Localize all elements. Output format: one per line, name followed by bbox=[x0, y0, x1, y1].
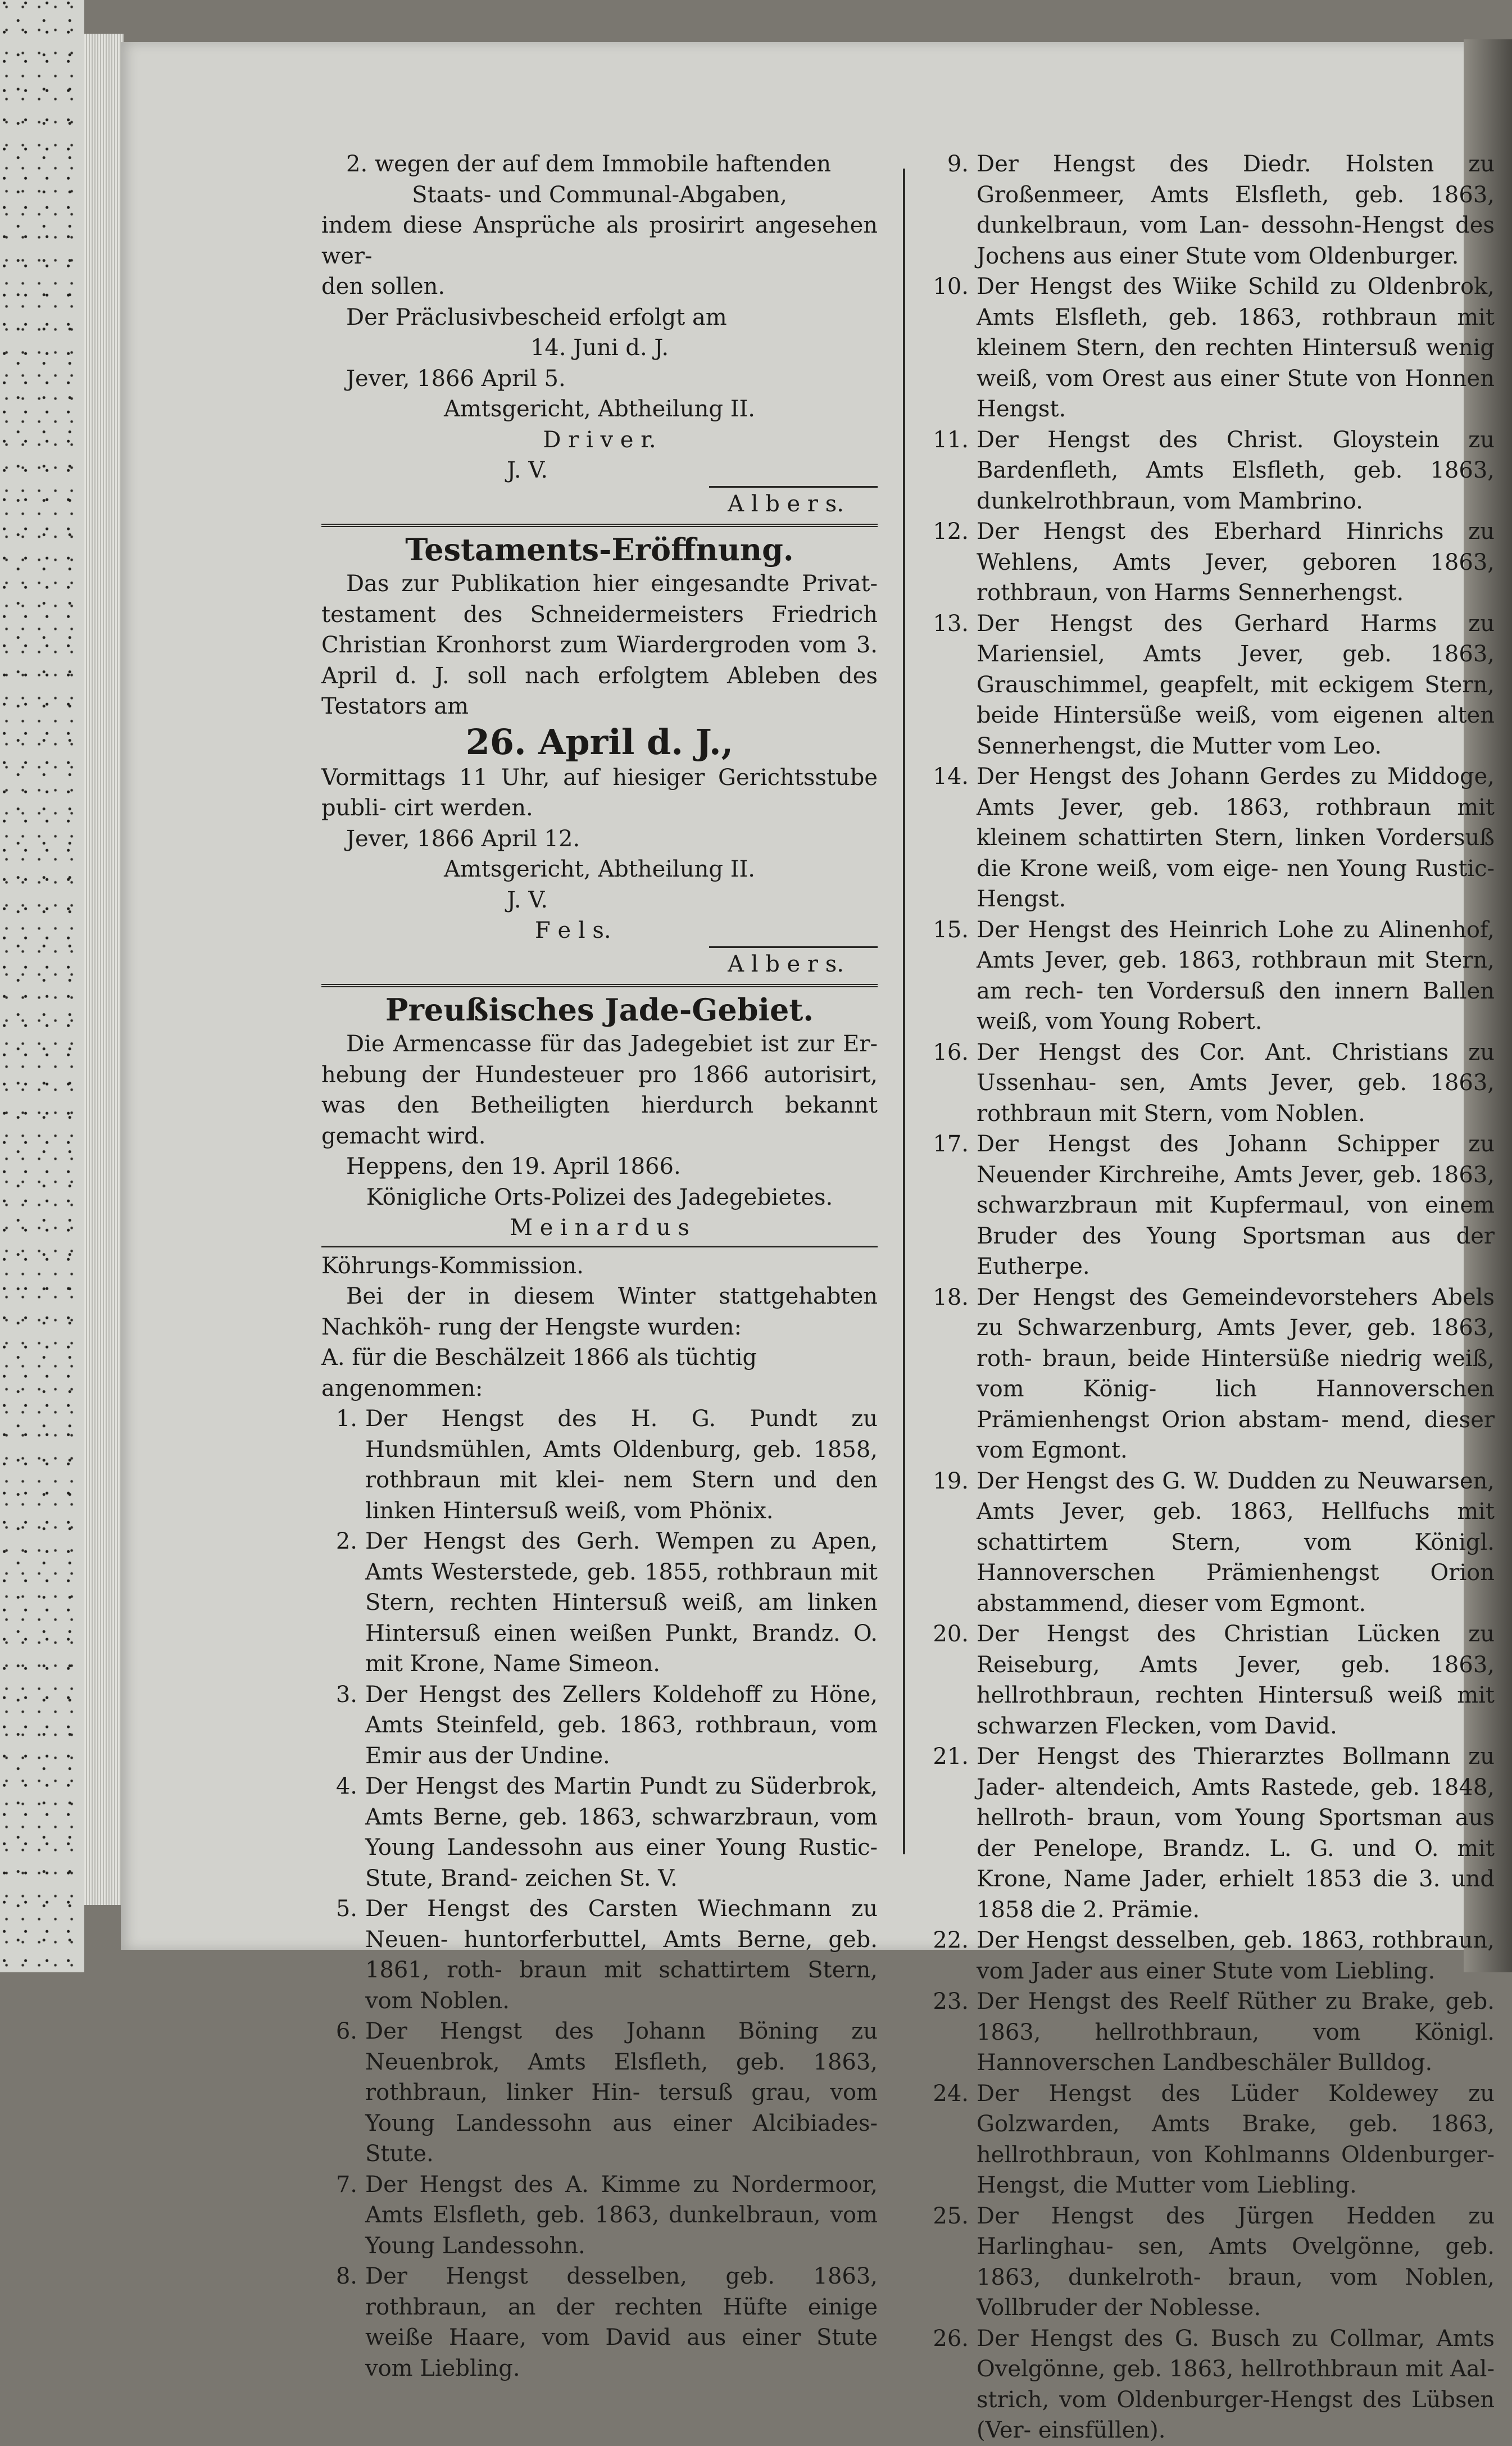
jv-mark: J. V. bbox=[507, 457, 548, 483]
signature-rule: A l b e r s. bbox=[709, 486, 878, 520]
list-item bbox=[933, 516, 1495, 609]
intro-line: Staats- und Communal-Abgaben, bbox=[412, 181, 787, 208]
place-date: Jever, 1866 April 5. bbox=[346, 365, 566, 392]
testament-after: Vormittags 11 Uhr, auf hiesiger Gerichtsstube publi- cirt werden. bbox=[321, 764, 878, 821]
item-number: 16. bbox=[933, 1039, 969, 1065]
preclusion-intro bbox=[321, 149, 878, 302]
list-item bbox=[933, 915, 1495, 1037]
jade-signer: M e i n a r d u s bbox=[510, 1215, 689, 1241]
testament-jv: J. V. bbox=[507, 887, 548, 913]
decree-date: 14. Juni d. J. bbox=[530, 335, 669, 361]
testament-title: Testaments-Eröffnung. bbox=[321, 524, 878, 569]
item-text: Der Hengst des Gemeindevorstehers Abels zu Schwarzenburg, Amts Jever, geb. 1863, roth- braun, beide Hintersüße niedrig weiß, vom König- lich Hannoverschen Prämienhengst Orion abstam- mend, dieser vom Egmont. bbox=[977, 1284, 1495, 1463]
item-text: Der Hengst des H. G. Pundt zu Hundsmühlen, Amts Oldenburg, geb. 1858, rothbraun mit klei- nem Stern und den linken Hintersuß weiß, vom Phönix. bbox=[365, 1406, 878, 1524]
item-text: Der Hengst desselben, geb. 1863, rothbraun, an der rechten Hüfte einige weiße Haare, vom David aus einer Stute vom Liebling. bbox=[365, 2263, 878, 2381]
item-text: Der Hengst des Christian Lücken zu Reiseburg, Amts Jever, geb. 1863, hellrothbraun, rechten Hintersuß weiß mit schwarzen Flecken, vom David. bbox=[977, 1621, 1495, 1739]
jade-authority: Königliche Orts-Polizei des Jadegebietes. bbox=[366, 1184, 833, 1210]
list-item bbox=[933, 609, 1495, 762]
item-number: 6. bbox=[335, 2018, 357, 2044]
list-item bbox=[321, 2016, 878, 2170]
item-text: Der Hengst des Christ. Gloystein zu Bardenfleth, Amts Elsfleth, geb. 1863, dunkelrothbraun, vom Mambrino. bbox=[977, 426, 1495, 514]
clerk-name bbox=[321, 486, 878, 520]
list-item bbox=[321, 1894, 878, 2016]
list-item bbox=[933, 149, 1495, 271]
item-text: Der Hengst des G. Busch zu Collmar, Amts Ovelgönne, geb. 1863, hellrothbraun mit Aal- strich, vom Oldenburger-Hengst des Lübsen (Ver- einsfüllen). bbox=[977, 2325, 1495, 2443]
item-number: 15. bbox=[933, 916, 969, 943]
list-item bbox=[933, 1925, 1495, 1986]
item-text: Der Hengst des Johann Schipper zu Neuender Kirchreihe, Amts Jever, geb. 1863, schwarzbraun mit Kupfermaul, von einem Bruder des Young Sportsman aus der Eutherpe. bbox=[977, 1131, 1495, 1279]
item-text: Der Hengst desselben, geb. 1863, rothbraun, vom Jader aus einer Stute vom Liebling. bbox=[977, 1927, 1495, 1984]
item-number: 18. bbox=[933, 1284, 969, 1310]
item-number: 17. bbox=[933, 1131, 969, 1157]
item-text: Der Hengst des A. Kimme zu Nordermoor, Amts Elsfleth, geb. 1863, dunkelbraun, vom Young Landessohn. bbox=[365, 2171, 878, 2259]
list-item bbox=[933, 2079, 1495, 2201]
koehrung-intro: Bei der in diesem Winter stattgehabten Nachköh- rung der Hengste wurden: bbox=[321, 1283, 878, 1340]
item-number: 9. bbox=[947, 151, 969, 177]
item-number: 10. bbox=[933, 274, 969, 299]
item-number: 8. bbox=[335, 2263, 357, 2289]
testament-court: Amtsgericht, Abtheilung II. bbox=[443, 856, 756, 882]
court-name: Amtsgericht, Abtheilung II. bbox=[443, 396, 756, 422]
item-text: Der Hengst des Zellers Koldehoff zu Höne, Amts Steinfeld, geb. 1863, rothbraun, vom Emir aus der Undine. bbox=[365, 1681, 878, 1769]
koehrung-heading: Köhrungs-Kommission. bbox=[321, 1253, 584, 1279]
item-number: 19. bbox=[933, 1468, 969, 1494]
left-column bbox=[321, 149, 878, 2384]
item-number: 22. bbox=[933, 1927, 969, 1953]
list-item bbox=[933, 1741, 1495, 1925]
item-text: Der Hengst des G. W. Dudden zu Neuwarsen, Amts Jever, geb. 1863, Hellfuchs mit schattirtem Stern, vom Königl. Hannoverschen Prämienhengst Orion abstammend, dieser vom Egmont. bbox=[977, 1468, 1495, 1617]
item-number: 13. bbox=[933, 610, 969, 637]
list-item bbox=[933, 425, 1495, 517]
item-text: Der Hengst des Eberhard Hinrichs zu Wehlens, Amts Jever, geboren 1863, rothbraun, von Harms Sennerhengst. bbox=[977, 519, 1495, 606]
item-number: 26. bbox=[933, 2325, 969, 2352]
testament-place: Jever, 1866 April 12. bbox=[346, 825, 580, 852]
item-number: 12. bbox=[933, 519, 969, 544]
item-number: 25. bbox=[933, 2203, 969, 2229]
item-number: 24. bbox=[933, 2080, 969, 2107]
testament-body: Das zur Publikation hier eingesandte Privat- testament des Schneidermeisters Friedrich Christian Kronhorst zum Wiardergroden vom 3. April d. J. soll nach erfolgtem Ableben des Testators am bbox=[321, 571, 878, 719]
item-text: Der Hengst des Jürgen Hedden zu Harlinghau- sen, Amts Ovelgönne, geb. 1863, dunkelroth- braun, vom Noblen, Vollbruder der Noblesse. bbox=[977, 2203, 1495, 2321]
testament-big-date: 26. April d. J., bbox=[465, 721, 734, 763]
item-text: Der Hengst des Gerhard Harms zu Mariensiel, Amts Jever, geb. 1863, Grauschimmel, geapfelt, mit eckigem Stern, beide Hintersüße weiß, vom eigenen alten Sennerhengst, die Mutter vom Leo. bbox=[977, 610, 1495, 759]
item-text: Der Hengst des Heinrich Lohe zu Alinenhof, Amts Jever, geb. 1863, rothbraun mit Stern, am rech- ten Vordersuß den innern Ballen weiß, vom Young Robert. bbox=[977, 916, 1495, 1034]
item-number: 21. bbox=[933, 1744, 969, 1769]
list-item bbox=[933, 2201, 1495, 2324]
list-item bbox=[933, 271, 1495, 425]
right-column bbox=[933, 149, 1495, 2446]
column-divider bbox=[903, 169, 905, 1854]
item-text: Der Hengst des Johann Böning zu Neuenbrok, Amts Elsfleth, geb. 1863, rothbraun, linker Hin- tersuß grau, vom Young Landessohn aus einer Alcibiades-Stute. bbox=[365, 2018, 878, 2167]
item-text: Der Hengst des Martin Pundt zu Süderbrok, Amts Berne, geb. 1863, schwarzbraun, vom Young Landessohn aus einer Young Rustic-Stute, Brand- zeichen St. V. bbox=[365, 1773, 878, 1891]
testament-clerk bbox=[321, 946, 878, 980]
decree-line: Der Präclusivbescheid erfolgt am bbox=[346, 304, 727, 330]
item-number: 11. bbox=[933, 426, 969, 453]
item-number: 2. bbox=[335, 1528, 357, 1554]
list-item bbox=[933, 1619, 1495, 1741]
list-item bbox=[321, 1526, 878, 1680]
item-number: 1. bbox=[335, 1406, 357, 1432]
item-number: 14. bbox=[933, 764, 969, 789]
item-number: 4. bbox=[335, 1773, 357, 1799]
item-text: Der Hengst des Lüder Koldewey zu Golzwarden, Amts Brake, geb. 1863, hellrothbraun, von Kohlmanns Oldenburger-Hengst, die Mutter vom Liebling. bbox=[977, 2080, 1495, 2198]
intro-line: 2. wegen der auf dem Immobile haftenden bbox=[346, 151, 831, 177]
page-stack-edge bbox=[84, 34, 124, 1905]
item-text: Der Hengst des Johann Gerdes zu Middoge, Amts Jever, geb. 1863, rothbraun mit kleinem schattirten Stern, linken Vordersuß die Krone weiß, vom eige- nen Young Rustic-Hengst. bbox=[977, 764, 1495, 912]
list-item bbox=[321, 2170, 878, 2262]
item-number: 5. bbox=[335, 1896, 357, 1922]
list-item bbox=[321, 1771, 878, 1894]
list-item bbox=[933, 1986, 1495, 2079]
item-number: 23. bbox=[933, 1989, 969, 2014]
jade-title: Preußisches Jade-Gebiet. bbox=[321, 984, 878, 1029]
item-text: Der Hengst des Thierarztes Bollmann zu Jader- altendeich, Amts Rastede, geb. 1848, hellroth- braun, vom Young Sportsman aus der Penelope, Brandz. L. G. und O. mit Krone, Name Jader, erhielt 1853 die 3. und 1858 die 2. Prämie. bbox=[977, 1744, 1495, 1923]
testament-judge: F e l s. bbox=[535, 918, 611, 943]
list-item bbox=[321, 1404, 878, 1526]
item-text: Der Hengst des Cor. Ant. Christians zu Ussenhau- sen, Amts Jever, geb. 1863, rothbraun mit Stern, vom Noblen. bbox=[977, 1039, 1495, 1127]
jade-place: Heppens, den 19. April 1866. bbox=[346, 1154, 681, 1179]
intro-line: den sollen. bbox=[321, 274, 446, 299]
item-text: Der Hengst des Carsten Wiechmann zu Neuen- huntorferbuttel, Amts Berne, geb. 1861, roth- braun mit schattirtem Stern, vom Noblen. bbox=[365, 1896, 878, 2014]
koehrung-section-a: A. für die Beschälzeit 1866 als tüchtig angenommen: bbox=[321, 1345, 757, 1401]
list-item bbox=[933, 1282, 1495, 1466]
item-text: Der Hengst des Wiike Schild zu Oldenbrok, Amts Elsfleth, geb. 1863, rothbraun mit kleinem Stern, den rechten Hintersuß wenig weiß, vom Orest aus einer Stute von Honnen Hengst. bbox=[977, 274, 1495, 422]
list-item bbox=[321, 2261, 878, 2384]
intro-line: indem diese Ansprüche als prosirirt angesehen wer- bbox=[321, 212, 878, 269]
list-item bbox=[321, 1680, 878, 1772]
judge-name: D r i v e r. bbox=[543, 426, 656, 453]
list-item bbox=[933, 1466, 1495, 1619]
list-item bbox=[933, 2324, 1495, 2446]
item-text: Der Hengst des Reelf Rüther zu Brake, geb. 1863, hellrothbraun, vom Königl. Hannoverschen Landbeschäler Bulldog. bbox=[977, 1989, 1495, 2076]
jade-body: Die Armencasse für das Jadegebiet ist zur Er- hebung der Hundesteuer pro 1866 autorisirt, was den Betheiligten hierdurch bekannt gemacht wird. bbox=[321, 1031, 878, 1149]
book-edge-speckle bbox=[0, 0, 84, 1972]
item-text: Der Hengst des Diedr. Holsten zu Großenmeer, Amts Elsfleth, geb. 1863, dunkelbraun, vom Lan- dessohn-Hengst des Jochens aus einer Stute vom Oldenburger. bbox=[977, 151, 1495, 269]
item-number: 20. bbox=[933, 1621, 969, 1647]
list-item bbox=[933, 761, 1495, 915]
item-number: 3. bbox=[335, 1681, 357, 1708]
item-number: 7. bbox=[335, 2171, 357, 2198]
list-item bbox=[933, 1037, 1495, 1129]
signature-rule: A l b e r s. bbox=[709, 946, 878, 980]
item-text: Der Hengst des Gerh. Wempen zu Apen, Amts Westerstede, geb. 1855, rothbraun mit Stern, rechten Hintersuß weiß, am linken Hintersuß einen weißen Punkt, Brandz. O. mit Krone, Name Simeon. bbox=[365, 1528, 878, 1677]
section-rule bbox=[321, 1246, 878, 1247]
list-item bbox=[933, 1129, 1495, 1282]
